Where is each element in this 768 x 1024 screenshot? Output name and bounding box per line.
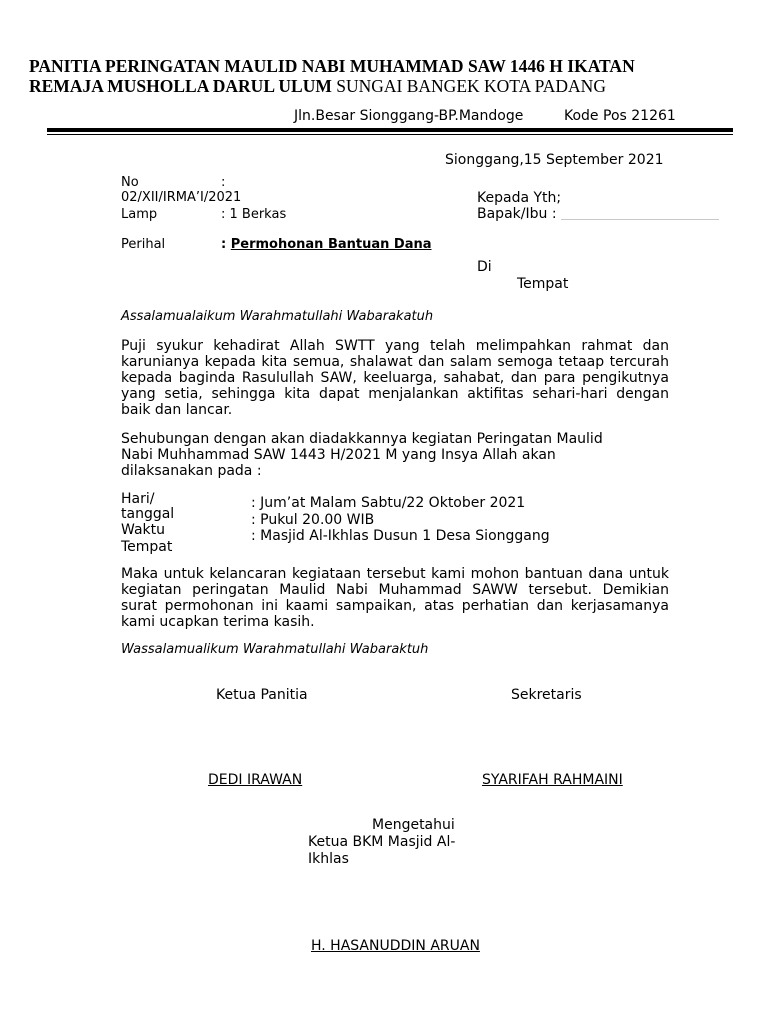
greeting: Assalamualaikum Warahmatullahi Wabarakatuh (121, 309, 434, 324)
lamp-value: : 1 Berkas (221, 207, 287, 222)
header-title-line1: PANITIA PERINGATAN MAULID NABI MUHAMMAD SAW 1446 H IKATAN (29, 56, 635, 76)
paragraph-opening (121, 338, 669, 418)
detail-place-value: : Masjid Al-Ikhlas Dusun 1 Desa Sionggang (251, 528, 550, 544)
detail-label-waktu: Waktu (121, 522, 165, 538)
detail-time-value: : Pukul 20.00 WIB (251, 512, 375, 528)
lamp-label: Lamp (121, 207, 158, 222)
paragraph-line: surat permohonan ini kaami sampaikan, atas perhatian dan kerjasamanya (121, 598, 669, 614)
paragraph-line: kegiatan peringatan Maulid Nabi Muhammad SAWW tersebut. Demikian (121, 582, 669, 598)
acknowledged-name: H. HASANUDDIN ARUAN (311, 938, 480, 954)
perihal-line (221, 237, 432, 253)
place-date: Sionggang,15 September 2021 (445, 152, 664, 168)
header-divider-thin (47, 134, 733, 135)
paragraph-line: baik dan lancar. (121, 402, 233, 418)
acknowledged-title-line1: Ketua BKM Masjid Al- (308, 834, 456, 850)
perihal-value: Permohonan Bantuan Dana (230, 237, 432, 252)
recipient-blank-line (561, 219, 719, 220)
paragraph-line: karunianya kepada kita semua, shalawat dan salam semoga tetaap tercurah (121, 354, 669, 370)
perihal-colon: : (221, 237, 231, 252)
signature-right-name: SYARIFAH RAHMAINI (482, 772, 623, 788)
letter-number: 02/XII/IRMA’I/2021 (121, 190, 242, 205)
header-address: Jln.Besar Sionggang-BP.Mandoge (294, 108, 524, 124)
no-label: No (121, 175, 139, 190)
acknowledged-title-line2: Ikhlas (308, 851, 349, 867)
detail-label-tanggal: tanggal (121, 506, 175, 522)
paragraph-line: yang setia, sehingga kita dapat menjalankan aktifitas sehari-hari dengan (121, 386, 669, 402)
header-title-line2 (29, 76, 606, 97)
paragraph-line: dilaksanakan pada : (121, 463, 262, 479)
recipient-line2: Bapak/Ibu : (477, 206, 557, 222)
detail-label-hari: Hari/ (121, 491, 155, 507)
no-colon: : (221, 175, 226, 190)
header-postal-code: Kode Pos 21261 (564, 108, 676, 124)
recipient-line1: Kepada Yth; (477, 190, 562, 206)
perihal-label: Perihal (121, 237, 166, 252)
paragraph-line: Puji syukur kehadirat Allah SWTT yang telah melimpahkan rahmat dan (121, 338, 669, 354)
paragraph-line: Sehubungan dengan akan diadakkannya kegiatan Peringatan Maulid (121, 431, 603, 447)
paragraph-line: Nabi Muhhammad SAW 1443 H/2021 M yang Insya Allah akan (121, 447, 556, 463)
signature-left-name: DEDI IRAWAN (208, 772, 303, 788)
paragraph-event-intro (121, 431, 669, 479)
paragraph-line: kami ucapkan terima kasih. (121, 614, 315, 630)
paragraph-line: Maka untuk kelancaran kegiataan tersebut kami mohon bantuan dana untuk (121, 566, 669, 582)
detail-date-value: : Jum’at Malam Sabtu/22 Oktober 2021 (251, 495, 526, 511)
paragraph-request (121, 566, 669, 630)
header-location: SUNGAI BANGEK KOTA PADANG (331, 76, 606, 96)
header-org-name: REMAJA MUSHOLLA DARUL ULUM (29, 76, 332, 96)
signature-right-title: Sekretaris (511, 687, 582, 703)
signature-left-title: Ketua Panitia (216, 687, 308, 703)
paragraph-line: kepada baginda Rasulullah SAW, keeluarga, sahabat, dan para pengikutnya (121, 370, 669, 386)
detail-label-tempat: Tempat (121, 539, 173, 555)
closing-greeting: Wassalamualikum Warahmatullahi Wabaraktuh (121, 642, 429, 657)
acknowledged-label: Mengetahui (372, 817, 455, 833)
recipient-tempat: Tempat (517, 276, 569, 292)
header-divider-thick (47, 128, 733, 132)
recipient-di: Di (477, 259, 492, 275)
